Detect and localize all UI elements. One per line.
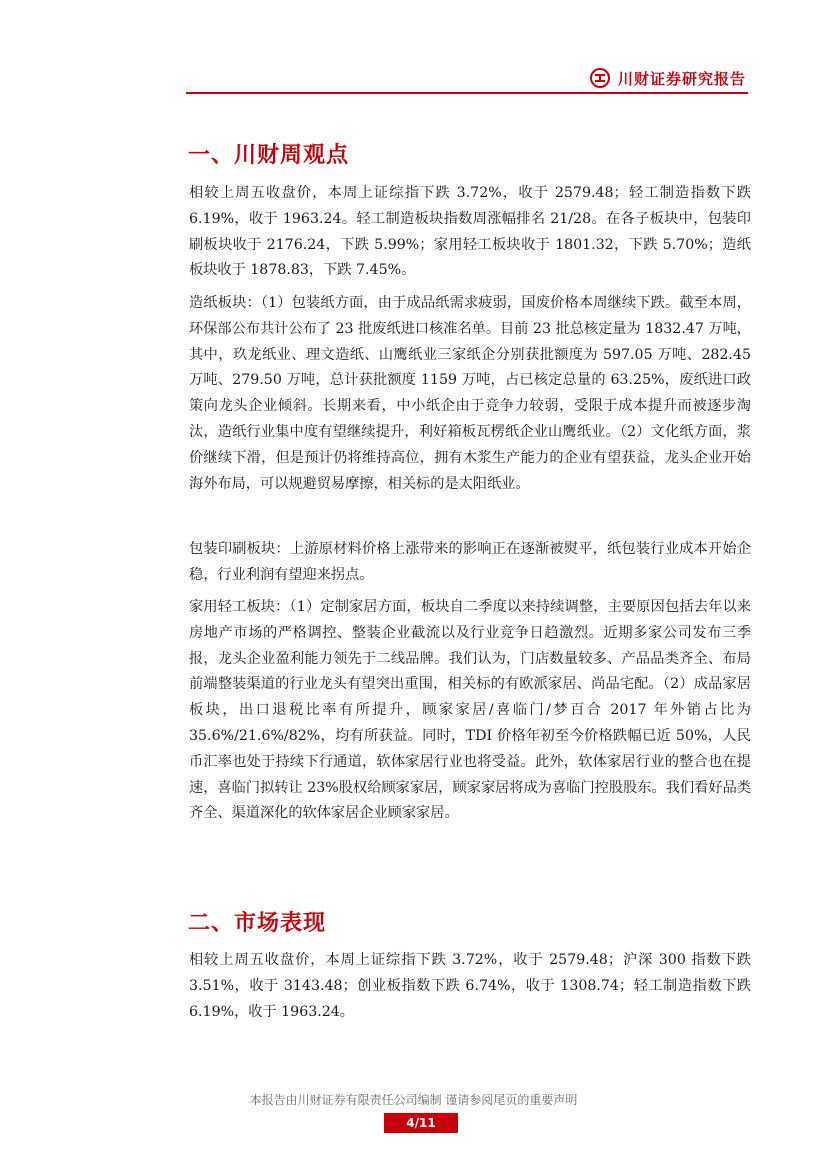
section-title-2: 二、市场表现 xyxy=(188,911,327,936)
paragraph-3: 包装印刷板块：上游原材料价格上涨带来的影响正在逐渐被熨平，纸包装行业成本开始企稳，行业利润有望迎来拐点。 xyxy=(189,541,751,583)
paragraph-1: 相较上周五收盘价，本周上证综指下跌 3.72%，收于 2579.48；轻工制造指数下跌 6.19%，收于 1963.24。轻工制造板块指数周涨幅排名 21/28。在各子板块中，包装印刷板块收于 2176.24，下跌 5.99%；家用轻工板块收于 1801.32，下跌 5.70%；造纸板块收于 1878.83，下跌 7.45%。 xyxy=(189,185,751,279)
page-number: 4/11 xyxy=(384,1113,458,1133)
paragraph-4: 家用轻工板块：（1）定制家居方面，板块自二季度以来持续调整，主要原因包括去年以来房地产市场的严格调控、整装企业截流以及行业竞争日趋激烈。近期多家公司发布三季报，龙头企业盈利能力领先于二线品牌。我们认为，门店数量较多、产品品类齐全、布局前端整装渠道的行业龙头有望突出重围，相关标的有欧派家居、尚品宅配。（2）成品家居板块，出口退税比率有所提升，顾家家居/喜临门/梦百合 2017 年外销占比为 35.6%/21.6%/82%，均有所获益。同时，TDI 价格年初至今价格跌幅已近 50%，人民币汇率也处于持续下行通道，软体家居行业也将受益。此外，软体家居行业的整合也在提速，喜临门拟转让 23%股权给顾家家居，顾家家居将成为喜临门控股股东。我们看好品类齐全、渠道深化的软体家居企业顾家家居。 xyxy=(189,599,751,822)
section-title-1: 一、川财周观点 xyxy=(188,143,350,168)
brand-logo-icon xyxy=(590,68,610,88)
brand-name: 川财证券研究报告 xyxy=(617,69,746,88)
footer-disclaimer: 本报告由川财证券有限责任公司编制 谨请参阅尾页的重要声明 xyxy=(249,1093,578,1107)
paragraph-5: 相较上周五收盘价，本周上证综指下跌 3.72%，收于 2579.48；沪深 300 指数下跌 3.51%，收于 3143.48；创业板指数下跌 6.74%，收于 1308.74；轻工制造指数下跌 6.19%，收于 1963.24。 xyxy=(189,952,751,1020)
paragraph-2: 造纸板块：（1）包装纸方面，由于成品纸需求疲弱，国废价格本周继续下跌。截至本周，环保部公布共计公布了 23 批废纸进口核准名单。目前 23 批总核定量为 1832.47 万吨，其中，玖龙纸业、理文造纸、山鹰纸业三家纸企分别获批额度为 597.05 万吨、282.45 万吨、279.50 万吨，总计获批额度 1159 万吨，占已核定总量的 63.25%，废纸进口政策向龙头企业倾斜。长期来看，中小纸企由于竞争力较弱，受限于成本提升而被逐步淘汰，造纸行业集中度有望继续提升，利好箱板瓦楞纸企业山鹰纸业。（2）文化纸方面，浆价继续下滑，但是预计仍将维持高位，拥有木浆生产能力的企业有望获益，龙头企业开始海外布局，可以规避贸易摩擦，相关标的是太阳纸业。 xyxy=(189,295,751,492)
header-divider xyxy=(186,92,748,94)
page-header xyxy=(186,64,746,92)
